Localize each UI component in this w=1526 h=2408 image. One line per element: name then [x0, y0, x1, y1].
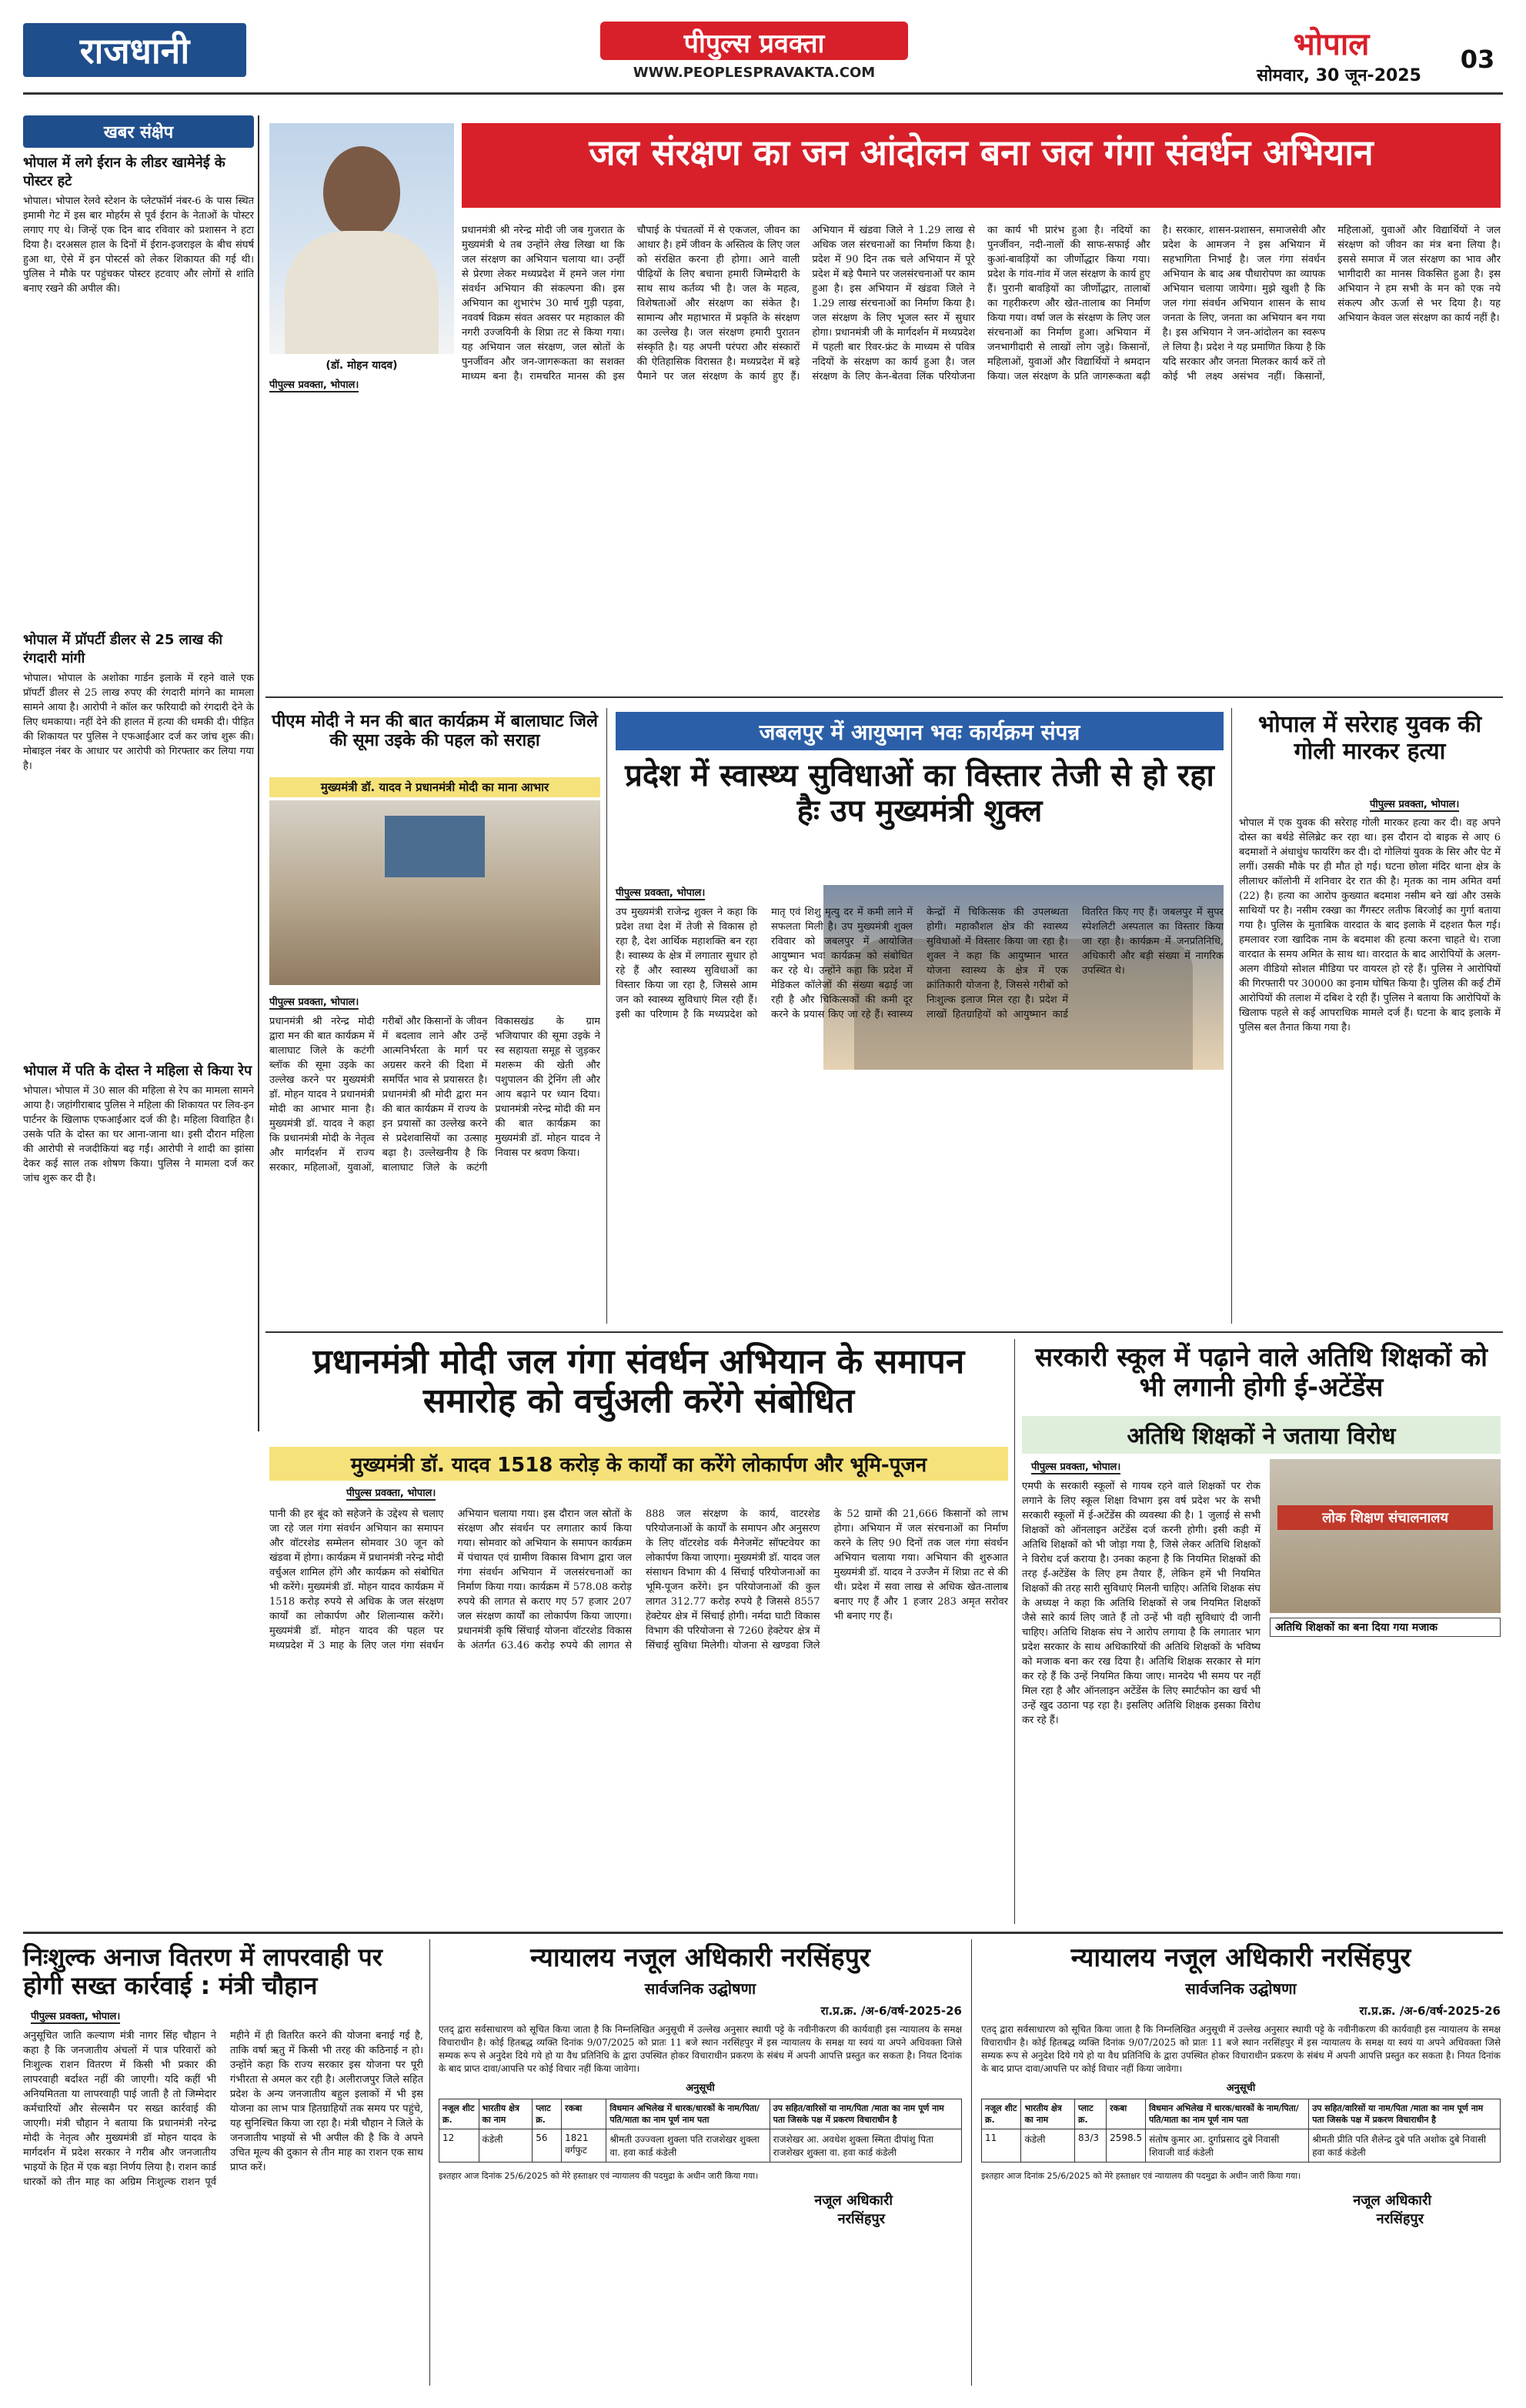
notice-2-subtitle: सार्वजनिक उद्घोषणा — [1185, 1979, 1297, 1999]
briefs-column — [23, 115, 254, 1424]
issue-date: सोमवार, 30 जून-2025 — [1257, 66, 1421, 85]
school-title: सरकारी स्कूल में पढ़ाने वाले अतिथि शिक्षकों को भी लगानी होगी ई-अटेंडेंस — [1035, 1342, 1488, 1404]
notice-2-sign-1: नजूल अधिकारी — [1353, 2193, 1431, 2209]
murder-title: भोपाल में सरेराह युवक की गोली मारकर हत्या — [1257, 711, 1482, 765]
lead-text: प्रधानमंत्री श्री नरेन्द्र मोदी जी जब गुजरात के मुख्यमंत्री थे तब उन्होंने लेख लिखा था कि जल संरक्षण का अभियान चलाया था। उन्हीं से प्रेरणा लेकर मध्यप्रदेश में हमने जल गंगा संवर्धन अभियान की संकल्पना की। इस अभियान का शुभारंभ 30 मार्च गुड़ी पड़वा, नववर्ष विक्रम संवत अवसर पर महाकाल की नगरी उज्जयिनी के शिप्रा तट से किया गया। यह अभियान जल संरक्षण, जल स्रोतों के पुनर्जीवन और जन-जागरूकता का सशक्त माध्यम बना है। रामचरित मानस की इस चौपाई के पंचतत्वों में से एकजल, जीवन का आधार है। हमें जीवन के अस्तित्व के लिए जल को संरक्षित करना ही होगा। आने वाली पीढ़ियों के लिए बचाना हमारी जिम्मेदारी के साथ साथ कर्तव्य भी है। जल के महत्व, विशेषताओं और संरक्षण का संकेत है। सामान्य और महाभारत में प्रकृति के संरक्षण का उल्लेख है। जल संरक्षण हमारी पुरातन संस्कृति है। यह अपनी परंपरा और संस्कारों की ऐतिहासिक विरासत है। मध्यप्रदेश में बड़े पैमाने पर जल संरक्षण के कार्य हुए हैं। अभियान में खंडवा जिले ने 1.29 लाख से अधिक जल संरचनाओं का निर्माण किया है। प्रदेश में 90 दिन तक चले अभियान में पूरे प्रदेश में बड़े पैमाने पर जलसंरचनाओं पर काम हुआ है। इस अभियान में खंडवा जिले ने 1.29 लाख संरचनाओं का निर्माण किया है। जल संरक्षण के लिए भूजल स्तर में सुधार होगा। प्रधानमंत्री जी के मार्गदर्शन में मध्यप्रदेश में पहली बार रिवर-फ्रंट के माध्यम से पवित्र नदियों के संरक्षण का कार्य हुआ है। जल संरक्षण के लिए केन-बेतवा लिंक परियोजना का कार्य भी प्रारंभ हुआ है। नदियों का पुनर्जीवन, नदी-नालों की साफ-सफाई और कुआं-बावड़ियों का जीर्णोद्धार किया गया। प्रदेश के गांव-गांव में जल संरक्षण के कार्य हुए हैं। पुरानी बावड़ियों का जीर्णोद्धार, तालाबों का गहरीकरण और खेत-तालाब का निर्माण किया गया। वर्षा जल के संरक्षण के लिए जल संरचनाओं का निर्माण हुआ। अभियान में जनभागीदारी से लाखों लोग जुड़े। किसानों, महिलाओं, युवाओं और विद्यार्थियों ने श्रमदान किया। जल संरक्षण के प्रति जागरूकता बढ़ी है। सरकार, शासन-प्रशासन, समाजसेवी और प्रदेश के आमजन ने इस अभियान में सहभागिता निभाई है। जल गंगा संवर्धन अभियान के बाद अब पौधारोपण का व्यापक अभियान चलाया जायेगा। मुझे खुशी है कि जल गंगा संवर्धन अभियान शासन के साथ जनता के लिए, जनता का अभियान बन गया है। इस अभियान ने जन-आंदोलन का स्वरूप ले लिया है। प्रदेश ने यह प्रमाणित किया है कि यदि सरकार और जनता मिलकर कार्य करें तो कोई भी लक्ष्य असंभव नहीं। किसानों, महिलाओं, युवाओं और विद्यार्थियों ने जल संरक्षण को जीवन का मंत्र बना लिया है। इससे समाज में जल संरक्षण का भाव और भागीदारी का मानस विकसित हुआ है। इस अभियान ने हम सभी के मन को एक नये संकल्प और ऊर्जा से भर दिया है। यह अभियान केवल जल संरक्षण का कार्य नहीं है। — [462, 225, 1501, 382]
city-name: भोपाल — [1293, 27, 1370, 62]
brief-title-2: भोपाल में प्रॉपर्टी डीलर से 25 लाख की रंगदारी मांगी — [23, 632, 223, 666]
notice-2-sign-2: नरसिंहपुर — [1376, 2211, 1424, 2228]
paper-name: पीपुल्स प्रवक्ता — [683, 28, 825, 59]
pm-event-divider — [1014, 1339, 1015, 1924]
murder-byline: पीपुल्स प्रवक्ता, भोपाल। — [1370, 797, 1459, 812]
briefs-label: खबर संक्षेप — [23, 115, 254, 148]
ration-title: निःशुल्क अनाज वितरण में लापरवाही पर होगी सख्त कार्रवाई : मंत्री चौहान — [23, 1942, 382, 2000]
ration-byline: पीपुल्स प्रवक्ता, भोपाल। — [31, 2009, 120, 2024]
lead-title: जल संरक्षण का जन आंदोलन बना जल गंगा संवर्धन अभियान — [589, 132, 1374, 173]
jabalpur-divider — [1231, 708, 1232, 1324]
jabalpur-text: उप मुख्यमंत्री राजेन्द्र शुक्ल ने कहा कि प्रदेश तथा देश में तेजी से विकास हो रहा है, देश आर्थिक महाशक्ति बन रहा है। स्वास्थ्य के क्षेत्र में लगातार सुधार हो रहे हैं और स्वास्थ्य सुविधाओं का विस्तार किया जा रहा है, जिससे आम जन को स्वास्थ्य सुविधाएं मिल रही हैं। इसी का परिणाम है कि मध्यप्रदेश को मातृ एवं शिशु मृत्यु दर में कमी लाने में सफलता मिली है। उप मुख्यमंत्री शुक्ल रविवार को जबलपुर में आयोजित आयुष्मान भवः कार्यक्रम को संबोधित कर रहे थे। उन्होंने कहा कि प्रदेश में मेडिकल कॉलेजों की संख्या बढ़ाई जा रही है और चिकित्सकों की कमी दूर करने के प्रयास किए जा रहे हैं। स्वास्थ्य केन्द्रों में चिकित्सक की उपलब्धता होगी। महाकौशल क्षेत्र की स्वास्थ्य सुविधाओं में विस्तार किया जा रहा है। शुक्ल ने कहा कि आयुष्मान भारत योजना स्वास्थ्य के क्षेत्र में एक क्रांतिकारी योजना है, जिससे गरीबों को निःशुल्क इलाज मिल रहा है। प्रदेश में लाखों हितग्राहियों को आयुष्मान कार्ड वितरित किए गए हैं। जबलपुर में सुपर स्पेशलिटी अस्पताल का विस्तार किया जा रहा है। कार्यक्रम में जनप्रतिनिधि, अधिकारी और बड़ी संख्या में नागरिक उपस्थित थे। — [616, 907, 1224, 1020]
brief-title-3: भोपाल में पति के दोस्त ने महिला से किया रेप — [23, 1063, 252, 1079]
balaghat-divider — [606, 708, 607, 1324]
table-row: 11 कंडेली 83/3 2598.5 संतोष कुमार आ. दुर्गाप्रसाद दुबे निवासी शिवाजी वार्ड कंडेली श्रीमती प्रीति पति शैलेन्द्र दुबे पति अशोक दुबे निवासी हवा कार्ड कंडेली — [982, 2129, 1501, 2163]
brief-title-1: भोपाल में लगे ईरान के लीडर खामेनेई के पोस्टर हटे — [23, 155, 225, 189]
notice-2 — [981, 1943, 1501, 2386]
website[interactable]: WWW.PEOPLESPRAVAKTA.COM — [633, 65, 876, 81]
col-area: भारतीय क्षेत्र का नाम — [479, 2099, 533, 2129]
notice-1-case: रा.प्र.क्र. /अ-6/वर्ष-2025-26 — [820, 2004, 962, 2019]
notice-2-case: रा.प्र.क्र. /अ-6/वर्ष-2025-26 — [1359, 2004, 1501, 2019]
notice-2-table — [981, 2099, 1501, 2163]
section-name: राजधानी — [79, 30, 190, 72]
brief-text-1: भोपाल। भोपाल रेलवे स्टेशन के प्लेटफॉर्म नंबर-6 के पास स्थित इमामी गेट में इस बार मोहर्रम से पूर्व ईरान के नेताओं के पोस्टर लगाए गए थे। जिन्हें एक दिन बाद रविवार को प्रशासन ने हटा दिया है। दरअसल हाल के दिनों में ईरान-इजराइल के बीच संघर्ष हुआ था, ऐसे में इन पोस्टर्स को लेकर शिकायत की गई थी। पुलिस ने मौके पर पहुंचकर पोस्टर हटवाए और लोगों से शांति बनाए रखने की अपील की। — [23, 195, 254, 295]
mid-rule — [265, 1331, 1503, 1333]
notice-divider — [971, 1939, 972, 2386]
notice-1-footer: इश्तहार आज दिनांक 25/6/2025 को मेरे हस्ताक्षर एवं न्यायालय की पदमुद्रा के अधीन जारी किया गया। — [439, 2171, 759, 2182]
col-holder: विधमान अभिलेख में धारक/धारकों के नाम/पिता/पति/माता का नाम पूर्ण नाम पता — [1146, 2099, 1309, 2129]
col-sheet: नजूल शीट क्र. — [439, 2099, 479, 2129]
notice-2-footer: इश्तहार आज दिनांक 25/6/2025 को मेरे हस्ताक्षर एवं न्यायालय की पदमुद्रा के अधीन जारी किया गया। — [981, 2171, 1301, 2182]
pm-event-text: पानी की हर बूंद को सहेजने के उद्देश्य से चलाए जा रहे जल गंगा संवर्धन अभियान का समापन और वॉटरशेड सम्मेलन सोमवार 30 जून को खंडवा में होगा। कार्यक्रम में प्रधानमंत्री नरेन्द्र मोदी वर्चुअल शामिल होंगे और कार्यक्रम को संबोधित भी करेंगे। मुख्यमंत्री डॉ. मोहन यादव कार्यक्रम में 1518 करोड़ रुपये से अधिक के जल संरक्षण कार्यों का लोकार्पण और शिलान्यास करेंगे। मुख्यमंत्री डॉ. मोहन यादव की पहल पर मध्यप्रदेश में 3 माह के लिए जल गंगा संवर्धन अभियान चलाया गया। इस दौरान जल स्रोतों के संरक्षण और संवर्धन पर लगातार कार्य किया गया। सोमवार को अभियान के समापन कार्यक्रम में पंचायत एवं ग्रामीण विकास विभाग द्वारा जल गंगा संवर्धन अभियान में जलसंरचनाओं का निर्माण किया गया। कार्यक्रम में 578.08 करोड़ रुपये की लागत से कराए गए 57 हजार 207 जल संरक्षण कार्यों का लोकार्पण किया जाएगा। प्रधानमंत्री कृषि सिंचाई योजना वॉटरशेड विकास के अंतर्गत 63.46 करोड़ रुपये की लागत से 888 जल संरक्षण के कार्य, वाटरशेड परियोजनाओं के कार्यों के समापन और अनुसरण के लिए वॉटरशेड वर्क मैनेजमेंट सॉफ्टवेयर का लोकार्पण किया जाएगा। मुख्यमंत्री डॉ. यादव जल संसाधन विभाग की 4 सिंचाई परियोजनाओं का भूमि-पूजन करेंगे। इन परियोजनाओं की कुल लागत 312.77 करोड़ रुपये है जिससे 8557 हेक्टेयर क्षेत्र में सिंचाई होगी। नर्मदा घाटी विकास विभाग की परियोजना से 7260 हेक्टेयर क्षेत्र में सिंचाई सुविधा मिलेगी। योजना से खण्डवा जिले के 52 ग्रामों की 21,666 किसानों को लाभ होगा। अभियान में जल संरचनाओं का निर्माण करने के लिए 90 दिनों तक जल गंगा संवर्धन अभियान चलाया गया। अभियान की शुरुआत मुख्यमंत्री डॉ. यादव ने उज्जैन में शिप्रा तट से की थी। प्रदेश में सवा लाख से अधिक खेत-तालाब बनाए गए हैं और 1 हजार 283 अमृत सरोवर भी बनाए गए हैं। — [269, 1508, 1008, 1652]
pm-event-byline: पीपुल्स प्रवक्ता, भोपाल। — [346, 1485, 436, 1501]
col-heir: उप सहित/वारिसों या नाम/पिता /माता का नाम पूर्ण नाम पता जिसके पक्ष में प्रकरण विचाराधीन है — [770, 2099, 961, 2129]
school-text: एमपी के सरकारी स्कूलों से गायब रहने वाले शिक्षकों पर रोक लगाने के लिए स्कूल शिक्षा विभाग इस वर्ष प्रदेश भर के सभी सरकारी स्कूलों में ई-अटेंडेंस की व्यवस्था की है। 1 जुलाई से सभी शिक्षकों को ऑनलाइन अटेंडेंस दर्ज करनी होगी। इसी कड़ी में अतिथि शिक्षकों को भी जोड़ा गया है, जिसे लेकर अतिथि शिक्षकों ने विरोध दर्ज कराया है। उनका कहना है कि नियमित शिक्षकों की तरह ई-अटेंडेंस के लिए हम तैयार हैं, लेकिन हमें भी नियमित शिक्षकों की तरह सारी सुविधाएं मिलनी चाहिए। अतिथि शिक्षक संघ के अध्यक्ष ने कहा कि अतिथि शिक्षकों से जब नियमित शिक्षकों जैसे सारे कार्य लिए जाते हैं तो उन्हें भी वही सुविधाएं दी जानी चाहिए। अतिथि शिक्षक संघ ने आरोप लगाया है कि लगातार भाग प्रदेश सरकार के साथ अधिकारियों की अतिथि शिक्षकों के भविष्य को मजाक बना कर रख दिया है। अतिथि शिक्षक सरकार से मांग कर रहे हैं कि उन्हें नियमित किया जाए। मानदेय भी समय पर नहीं मिल रहा है और ऑनलाइन अटेंडेंस के लिए स्मार्टफोन का खर्च भी उन्हें खुद उठाना पड़ रहा है। इसलिए अतिथि शिक्षक इसका विरोध कर रहे हैं। — [1022, 1481, 1261, 1726]
pm-event-subtitle: मुख्यमंत्री डॉ. यादव 1518 करोड़ के कार्यों का करेंगे लोकार्पण और भूमि-पूजन — [269, 1447, 1008, 1481]
col-area: भारतीय क्षेत्र का नाम — [1021, 2099, 1075, 2129]
pm-event-title: प्रधानमंत्री मोदी जल गंगा संवर्धन अभियान के समापन समारोह को वर्चुअली करेंगे संबोधित — [312, 1342, 965, 1421]
photo-screen — [385, 816, 485, 877]
col-size: रकबा — [1107, 2099, 1146, 2129]
notice-1-subtitle: सार्वजनिक उद्घोषणा — [644, 1979, 756, 1999]
jabalpur-banner-text: जबलपुर में आयुष्मान भवः कार्यक्रम संपन्न — [759, 720, 1080, 745]
notice-1-sign-1: नजूल अधिकारी — [814, 2193, 893, 2209]
bottom-rule — [23, 1932, 1503, 1934]
col-plot: प्लाट क्र. — [1075, 2099, 1107, 2129]
ration-divider — [429, 1939, 430, 2386]
notice-2-schedule: अनुसूची — [1226, 2082, 1256, 2095]
page-number: 03 — [1460, 45, 1495, 74]
school-sign: लोक शिक्षण संचालनालय — [1277, 1505, 1493, 1530]
notice-1 — [439, 1943, 962, 2386]
murder-text: भोपाल में एक युवक की सरेराह गोली मारकर हत्या कर दी। वह अपने दोस्त का बर्थडे सेलिब्रेट कर रहा था। इस दौरान दो बाइक से आए 6 बदमाशों ने अंधाधुंध फायरिंग कर दी। दो गोलियां युवक के सिर और पेट में लगीं। उसकी मौके पर ही मौत हो गई। घटना छोला मंदिर थाना क्षेत्र के लीलाधर कॉलोनी में शनिवार देर रात की है। मृतक का नाम अमित वर्मा (22) है। हत्या का आरोप कुख्यात बदमाश नसीम बने खां और उसके साथियों पर है। नसीम रक्खा का गैंगस्टर लतीफ बिरजोई का गुर्गा बताया गया है। पुलिस के मुताबिक वारदात के बाद इलाके में दहशत फैल गई। हमलावर रजा खादिक नाम के बदमाश की हत्या करना चाहते थे। राजा वारदात के समय अमित के साथ था। वारदात के बाद आरोपियों के अलग-अलग वीडियो सोशल मीडिया पर वायरल हो रहे हैं। पुलिस ने आरोपियों की गिरफ्तारी पर 30000 का इनाम घोषित किया है। पुलिस की कई टीमें आरोपियों की तलाश में दबिश दे रही हैं। पुलिस ने बताया कि आरोपियों के खिलाफ पहले से कई आपराधिक मामले दर्ज हैं। घटना के बाद इलाके में पुलिस बल तैनात किया गया है। — [1239, 817, 1501, 1034]
balaghat-byline: पीपुल्स प्रवक्ता, भोपाल। — [269, 994, 359, 1010]
brief-text-3: भोपाल। भोपाल में 30 साल की महिला से रेप का मामला सामने आया है। जहांगीराबाद पुलिस ने महिला की शिकायत पर लिव-इन पार्टनर के खिलाफ एफआईआर दर्ज की है। महिला विवाहित है। उसके पति के दोस्त का घर आना-जाना था। इसी दौरान महिला की आरोपी से नजदीकियां बढ़ गईं। आरोपी ने शादी का झांसा देकर कई साल तक शोषण किया। पुलिस ने मामला दर्ज कर जांच शुरू कर दी है। — [23, 1085, 254, 1184]
col-holder: विधमान अभिलेख में धारक/धारकों के नाम/पिता/पति/माता का नाम पूर्ण नाम पता — [606, 2099, 770, 2129]
jabalpur-title: प्रदेश में स्वास्थ्य सुविधाओं का विस्तार तेजी से हो रहा हैः उप मुख्यमंत्री शुक्ल — [625, 758, 1214, 829]
school-byline: पीपुल्स प्रवक्ता, भोपाल। — [1031, 1459, 1120, 1475]
balaghat-photo — [269, 800, 600, 985]
jabalpur-byline: पीपुल्स प्रवक्ता, भोपाल। — [616, 885, 705, 900]
notice-1-table — [439, 2099, 962, 2163]
school-subtitle: अतिथि शिक्षकों ने जताया विरोध — [1022, 1416, 1501, 1454]
notice-2-text: एतद् द्वारा सर्वसाधारण को सूचित किया जाता है कि निम्नलिखित अनुसूची में उल्लेख अनुसार स्थायी पट्टे के नवीनीकरण की कार्यवाही इस न्यायालय के समक्ष विचाराधीन है। कोई हितबद्ध व्यक्ति दिनांक 9/07/2025 को प्रातः 11 बजे स्थान नरसिंहपुर में इस न्यायालय के समक्ष या स्वयं या अपने अधिवक्ता जिसे सम्यक रूप से अनुदेश दिये गये हो या वैध प्रतिनिधि के द्वारा उपस्थित होकर विचाराधीन प्रकरण के संबंध में अपनी आपत्ति प्रस्तुत कर सकता है। नियत दिनांक के बाद प्राप्त दावा/आपत्ति पर कोई विचार नहीं किया जावेगा। — [981, 2024, 1501, 2075]
masthead-rule — [23, 92, 1503, 95]
brief-text-2: भोपाल। भोपाल के अशोका गार्डन इलाके में रहने वाले एक प्रॉपर्टी डीलर से 25 लाख रुपए की रंगदारी मांगने का मामला सामने आया है। आरोपी ने कॉल कर फरियादी को रंगदारी देने के लिए धमकाया। नहीं देने की हालत में हत्या की धमकी दी। पीड़ित की शिकायत पर पुलिस ने एफआईआर दर्ज कर जांच शुरू की। मोबाइल नंबर के आधार पर आरोपी को गिरफ्तार कर लिया गया है। — [23, 673, 254, 772]
ration-text: अनुसूचित जाति कल्याण मंत्री नागर सिंह चौहान ने कहा है कि जनजातीय अंचलों में पात्र परिवारों को निःशुल्क राशन वितरण में किसी भी प्रकार की लापरवाही बर्दाश्त नहीं की जाएगी। यदि कहीं भी अनियमितता या लापरवाही पाई जाती है तो जिम्मेदार कर्मचारियों और सेल्समैन पर सख्त कार्रवाई की जाएगी। मंत्री चौहान ने बताया कि प्रधानमंत्री नरेन्द्र मोदी के नेतृत्व और मुख्यमंत्री डॉ मोहन यादव के मार्गदर्शन में प्रदेश सरकार ने गरीब और जनजातीय भाइयों के हित में एक बड़ा निर्णय लिया है। राशन कार्ड धारकों को तीन माह का अग्रिम निःशुल्क राशन पूर्व महीने में ही वितरित करने की योजना बनाई गई है, ताकि वर्षा ऋतु में किसी भी तरह की कठिनाई न हो। उन्होंने कहा कि राज्य सरकार इस योजना पर पूरी गंभीरता से अमल कर रही है। अलीराजपुर जिले सहित प्रदेश के अन्य जनजातीय बहुल इलाकों में भी इस योजना का लाभ पात्र हितग्राहियों तक समय पर पहुंचे, यह सुनिश्चित किया जा रहा है। मंत्री चौहान ने जिले के जनजातीय भाइयों से भी अपील की है कि वे अपने उचित मूल्य की दुकान से तीन माह का राशन एक साथ प्राप्त करें। — [23, 2030, 423, 2188]
briefs-divider — [258, 115, 259, 1431]
school-photo-caption: अतिथि शिक्षकों का बना दिया गया मजाक — [1270, 1618, 1501, 1637]
col-sheet: नजूल शीट क्र. — [982, 2099, 1021, 2129]
notice-1-title: न्यायालय नजूल अधिकारी नरसिंहपुर — [530, 1943, 870, 1973]
school-text-cont — [1270, 1641, 1501, 1924]
school-photo — [1270, 1459, 1501, 1613]
lead-bottom-rule — [265, 696, 1503, 698]
notice-1-sign-2: नरसिंहपुर — [837, 2211, 885, 2228]
notice-1-schedule: अनुसूची — [686, 2082, 715, 2095]
table-row: 12 कंडेली 56 1821 वर्गफुट श्रीमती उज्ज्वला शुक्ला पति राजशेखर शुक्ला वा. हवा कार्ड कंडेली राजशेखर आ. अवधेश शुक्ला स्मिता दीपांशु पिता राजशेखर शुक्ला वा. हवा कार्ड कंडेली — [439, 2129, 962, 2163]
col-plot: प्लाट क्र. — [533, 2099, 562, 2129]
lead-photo-caption: (डॉ. मोहन यादव) — [326, 359, 398, 372]
notice-1-text: एतद् द्वारा सर्वसाधारण को सूचित किया जाता है कि निम्नलिखित अनुसूची में उल्लेख अनुसार स्थायी पट्टे के नवीनीकरण की कार्यवाही इस न्यायालय के समक्ष विचाराधीन है। कोई हितबद्ध व्यक्ति दिनांक 9/07/2025 को प्रातः 11 बजे स्थान नरसिंहपुर में इस न्यायालय के समक्ष या स्वयं या अपने अधिवक्ता जिसे सम्यक रूप से अनुदेश दिये गये हो या वैध प्रतिनिधि के द्वारा उपस्थित होकर विचाराधीन प्रकरण के संबंध में अपनी आपत्ति प्रस्तुत कर सकता है। नियत दिनांक के बाद प्राप्त दावा/आपत्ति पर कोई विचार नहीं किया जावेगा। — [439, 2024, 962, 2075]
col-heir: उप सहित/वारिसों या नाम/पिता /माता का नाम पूर्ण नाम पता जिसके पक्ष में प्रकरण विचाराधीन है — [1309, 2099, 1501, 2129]
col-size: रकबा — [562, 2099, 606, 2129]
balaghat-subtitle: मुख्यमंत्री डॉ. यादव ने प्रधानमंत्री मोदी का माना आभार — [269, 777, 600, 797]
notice-2-title: न्यायालय नजूल अधिकारी नरसिंहपुर — [1070, 1943, 1411, 1973]
balaghat-text: प्रधानमंत्री श्री नरेन्द्र मोदी द्वारा मन की बात कार्यक्रम में बालाघाट जिले के कटंगी ब्लॉक की सूमा उइके का उल्लेख करने पर मुख्यमंत्री डॉ. मोहन यादव ने प्रधानमंत्री मोदी का आभार माना है। मुख्यमंत्री डॉ. यादव ने कहा कि प्रधानमंत्री मोदी के नेतृत्व और मार्गदर्शन में राज्य सरकार, महिलाओं, युवाओं, गरीबों और किसानों के जीवन में बदलाव लाने और उन्हें आत्मनिर्भरता के मार्ग पर अग्रसर करने की दिशा में समर्पित भाव से प्रयासरत है। प्रधानमंत्री श्री मोदी द्वारा मन की बात कार्यक्रम में राज्य के इन प्रयासों का उल्लेख करने से प्रदेशवासियों का उत्साह बढ़ा है। उल्लेखनीय है कि बालाघाट जिले के कटंगी विकासखंड के ग्राम भजियापार की सूमा उइके ने स्व सहायता समूह से जुड़कर मशरूम की खेती और पशुपालन की ट्रेनिंग ली और आय बढ़ाने पर ध्यान दिया। प्रधानमंत्री नरेन्द्र मोदी की मन की बात कार्यक्रम का मुख्यमंत्री डॉ. मोहन यादव ने निवास पर श्रवण किया। — [269, 1016, 600, 1174]
balaghat-title: पीएम मोदी ने मन की बात कार्यक्रम में बालाघाट जिले की सूमा उइके की पहल को सराहा — [272, 712, 598, 751]
lead-byline: पीपुल्स प्रवक्ता, भोपाल। — [269, 377, 359, 392]
